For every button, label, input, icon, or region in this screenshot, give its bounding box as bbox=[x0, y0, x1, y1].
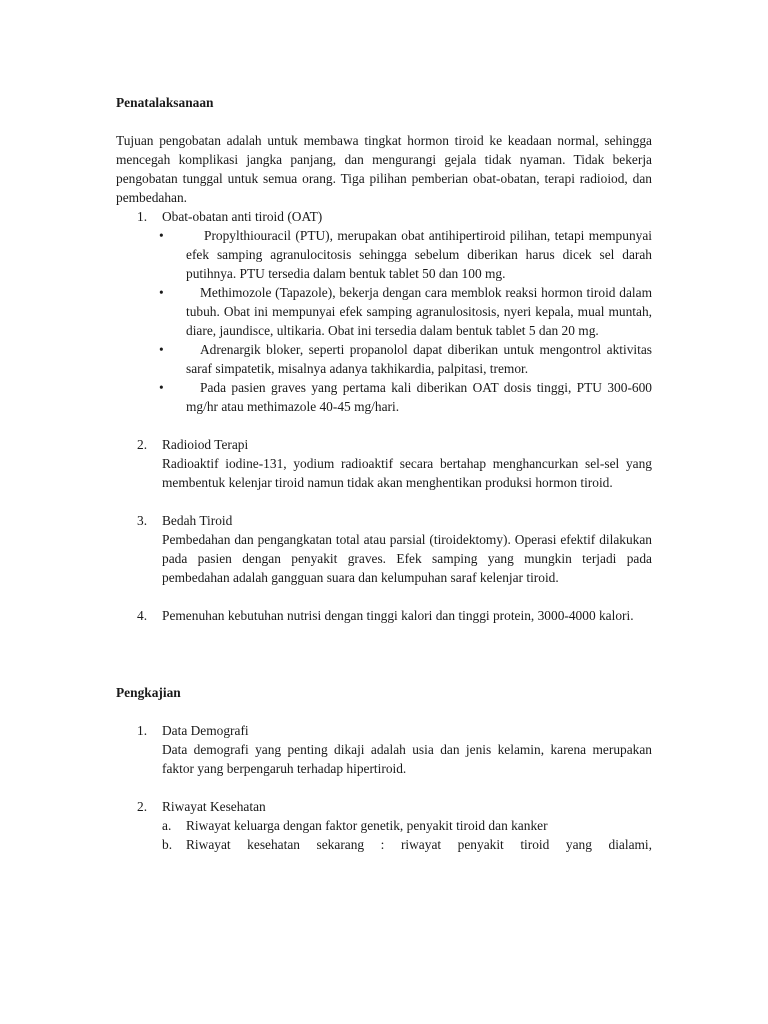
list-item bbox=[116, 797, 652, 816]
bullet-text: Propylthiouracil (PTU), merupakan obat antihipertiroid pilihan, tetapi mempunyai efek samping agranulocitosis sehingga sebelum diberikan harus dicek sel darah putihnya. PTU tersedia dalam bentuk tablet 50 dan 100 mg. bbox=[186, 228, 652, 281]
list-item bbox=[116, 511, 652, 587]
bullet-text: Pada pasien graves yang pertama kali diberikan OAT dosis tinggi, PTU 300-600 mg/hr atau methimazole 40-45 mg/hari. bbox=[186, 380, 652, 414]
bullet-icon: • bbox=[159, 228, 164, 243]
sub-item-text: Riwayat kesehatan sekarang : riwayat penyakit tiroid yang dialami, bbox=[186, 837, 652, 852]
item-title: Bedah Tiroid bbox=[162, 513, 233, 528]
bullet-item bbox=[116, 378, 652, 416]
item-title: Data Demografi bbox=[162, 723, 249, 738]
list-item bbox=[116, 435, 652, 492]
item-number: 3. bbox=[137, 513, 148, 528]
bullet-list bbox=[116, 226, 652, 416]
item-number: 1. bbox=[137, 723, 148, 738]
item-title: Riwayat Kesehatan bbox=[162, 799, 266, 814]
item-number: 4. bbox=[137, 608, 148, 623]
item-title: Radioiod Terapi bbox=[162, 437, 249, 452]
item-number: 2. bbox=[137, 437, 148, 452]
bullet-text: Methimozole (Tapazole), bekerja dengan cara memblok reaksi hormon tiroid dalam tubuh. Obat ini mempunyai efek samping agranulositosis, nyeri kepala, mual muntah, diare, jaundisce, ultikaria. Obat ini tersedia dalam bentuk tablet 5 dan 20 mg. bbox=[186, 285, 652, 338]
sub-item-label: a. bbox=[162, 818, 172, 833]
item-body: Radioaktif iodine-131, yodium radioaktif secara bertahap menghancurkan sel-sel yang membentuk kelenjar tiroid namun tidak akan menghentikan produksi hormon tiroid. bbox=[162, 456, 652, 490]
bullet-item bbox=[116, 340, 652, 378]
sub-item-text: Riwayat keluarga dengan faktor genetik, penyakit tiroid dan kanker bbox=[186, 818, 548, 833]
item-body: Pemenuhan kebutuhan nutrisi dengan tinggi kalori dan tinggi protein, 3000-4000 kalori. bbox=[162, 608, 634, 623]
item-number: 2. bbox=[137, 799, 148, 814]
list-item bbox=[116, 207, 652, 226]
sub-item-label: b. bbox=[162, 837, 173, 852]
bullet-icon: • bbox=[159, 380, 164, 395]
document-content bbox=[116, 93, 652, 854]
bullet-item bbox=[116, 226, 652, 283]
item-title: Obat-obatan anti tiroid (OAT) bbox=[162, 209, 323, 224]
item-body: Data demografi yang penting dikaji adalah usia dan jenis kelamin, karena merupakan faktor yang berpengaruh terhadap hipertiroid. bbox=[162, 742, 652, 776]
sub-list-item bbox=[116, 816, 652, 835]
item-number: 1. bbox=[137, 209, 148, 224]
section-heading-penatalaksanaan: Penatalaksanaan bbox=[116, 95, 214, 110]
section-heading-pengkajian: Pengkajian bbox=[116, 685, 181, 700]
list-item bbox=[116, 606, 652, 625]
bullet-icon: • bbox=[159, 285, 164, 300]
bullet-text: Adrenargik bloker, seperti propanolol dapat diberikan untuk mengontrol aktivitas saraf simpatetik, misalnya adanya takhikardia, palpitasi, tremor. bbox=[186, 342, 652, 376]
list-item bbox=[116, 721, 652, 778]
bullet-item bbox=[116, 283, 652, 340]
item-body: Pembedahan dan pengangkatan total atau parsial (tiroidektomy). Operasi efektif dilakukan pada pasien dengan penyakit graves. Efek samping yang mungkin terjadi pada pembedahan adalah gangguan suara dan kelumpuhan saraf kelenjar tiroid. bbox=[162, 532, 652, 585]
intro-paragraph: Tujuan pengobatan adalah untuk membawa tingkat hormon tiroid ke keadaan normal, sehingga mencegah komplikasi jangka panjang, dan mengurangi gejala tidak nyaman. Tidak bekerja pengobatan tunggal untuk semua orang. Tiga pilihan pemberian obat-obatan, terapi radioiod, dan pembedahan. bbox=[116, 133, 652, 205]
bullet-icon: • bbox=[159, 342, 164, 357]
sub-list-item bbox=[116, 835, 652, 854]
